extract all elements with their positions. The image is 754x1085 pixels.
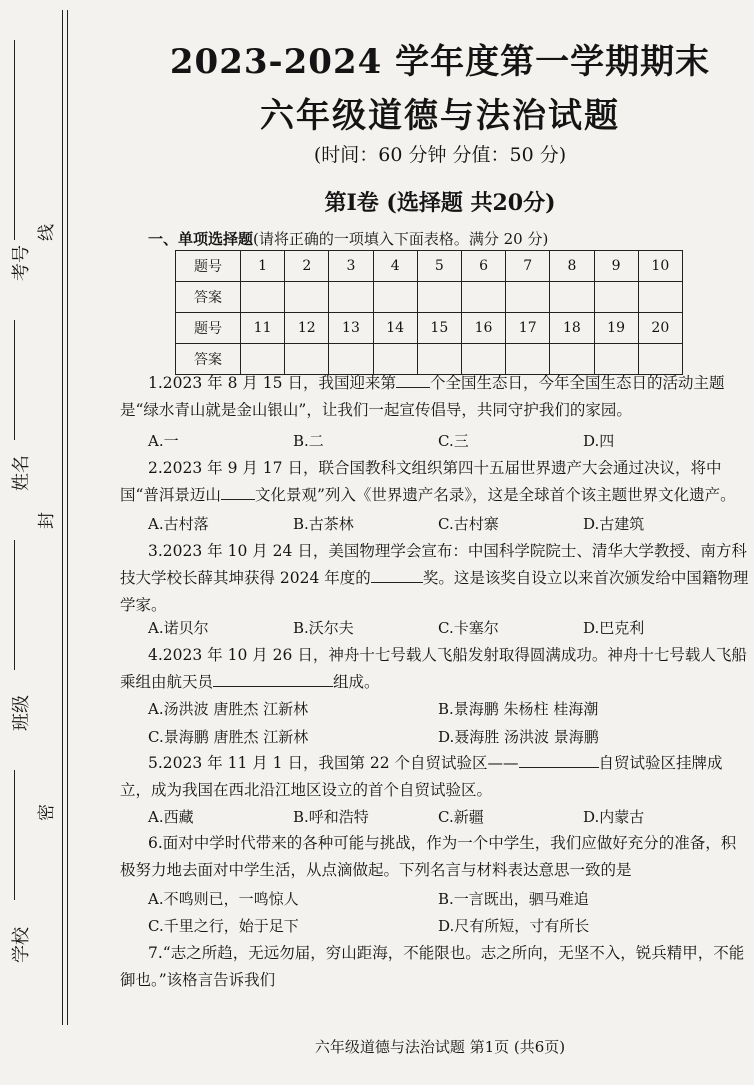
option-a[interactable]: A.一 bbox=[148, 432, 179, 450]
close-mark: 密 bbox=[37, 804, 57, 821]
line-mark: 线 bbox=[37, 224, 57, 241]
answer-cell[interactable] bbox=[329, 282, 373, 313]
answer-cell[interactable] bbox=[417, 282, 461, 313]
option-a[interactable]: A.汤洪波 唐胜杰 江新林 bbox=[148, 700, 309, 718]
answer-cell[interactable] bbox=[461, 282, 505, 313]
answer-cell[interactable] bbox=[506, 282, 550, 313]
answer-cell[interactable] bbox=[373, 282, 417, 313]
question-number-cell: 4 bbox=[373, 251, 417, 282]
answer-cell[interactable] bbox=[550, 282, 594, 313]
option-c[interactable]: C.古村寨 bbox=[438, 515, 499, 533]
binding-margin bbox=[0, 0, 70, 1085]
question-number-cell: 18 bbox=[550, 313, 594, 344]
exam-no-field-line bbox=[14, 40, 15, 240]
option-d[interactable]: D.四 bbox=[583, 432, 615, 450]
option-a[interactable]: A.诺贝尔 bbox=[148, 619, 209, 637]
question-text: 奖。这是该奖自设立以来首次颁发给中国籍物理学家。 bbox=[120, 569, 749, 614]
option-d[interactable]: D.聂海胜 汤洪波 景海鹏 bbox=[438, 728, 599, 746]
fill-blank bbox=[519, 753, 599, 768]
option-d[interactable]: D.内蒙古 bbox=[583, 808, 645, 826]
question-number-cell: 16 bbox=[461, 313, 505, 344]
question-4 bbox=[120, 642, 750, 696]
option-c[interactable]: C.新疆 bbox=[438, 808, 484, 826]
answer-cell[interactable] bbox=[285, 282, 329, 313]
question-number-cell: 14 bbox=[373, 313, 417, 344]
seal-mark: 封 bbox=[37, 512, 57, 529]
fill-blank bbox=[371, 568, 423, 583]
table-header-cell: 题号 bbox=[176, 313, 241, 344]
name-field-line bbox=[14, 320, 15, 440]
option-a[interactable]: A.古村落 bbox=[148, 515, 209, 533]
option-b[interactable]: B.二 bbox=[293, 432, 324, 450]
page-footer: 六年级道德与法治试题 第1页 (共6页) bbox=[314, 1038, 566, 1056]
question-number-cell: 6 bbox=[461, 251, 505, 282]
section-title: 第Ⅰ卷 (选择题 共20分) bbox=[324, 190, 556, 216]
question-number-cell: 15 bbox=[417, 313, 461, 344]
option-b[interactable]: B.沃尔夫 bbox=[293, 619, 354, 637]
question-text: 4.2023 年 10 月 26 日，神舟十七号载人飞船发射取得圆满成功。神舟十七号载人飞船乘组由航天员 bbox=[120, 646, 747, 691]
question-text: 自贸试验区挂牌成立，成为我国在西北沿江地区设立的首个自贸试验区。 bbox=[120, 754, 723, 799]
part1-title: 一、单项选择题 bbox=[148, 230, 254, 248]
option-c[interactable]: C.千里之行，始于足下 bbox=[148, 917, 299, 935]
option-c[interactable]: C.卡塞尔 bbox=[438, 619, 499, 637]
question-text: 文化景观”列入《世界遗产名录》，这是全球首个该主题世界文化遗产。 bbox=[254, 486, 736, 504]
binding-line-inner bbox=[67, 10, 68, 1025]
question-text: 个全国生态日，今年全国生态日的活动主题是“绿水青山就是金山银山”，让我们一起宣传倡导，共同守护我们的家园。 bbox=[120, 374, 725, 419]
fill-blank bbox=[221, 485, 255, 500]
question-number-cell: 12 bbox=[285, 313, 329, 344]
question-text: 2.2023 年 9 月 17 日，联合国教科文组织第四十五届世界遗产大会通过决议，将中国“普洱景迈山 bbox=[120, 459, 722, 504]
table-header-cell: 题号 bbox=[176, 251, 241, 282]
question-number-cell: 11 bbox=[241, 313, 285, 344]
question-number-cell: 17 bbox=[506, 313, 550, 344]
answer-table bbox=[175, 250, 683, 375]
question-number-cell: 10 bbox=[638, 251, 682, 282]
question-text: 组成。 bbox=[333, 673, 380, 691]
option-b[interactable]: B.景海鹏 朱杨柱 桂海潮 bbox=[438, 700, 599, 718]
table-row bbox=[176, 251, 683, 282]
question-number-cell: 5 bbox=[417, 251, 461, 282]
option-c[interactable]: C.三 bbox=[438, 432, 469, 450]
question-5 bbox=[120, 750, 750, 804]
option-b[interactable]: B.古茶林 bbox=[293, 515, 354, 533]
class-field-line bbox=[14, 540, 15, 670]
option-a[interactable]: A.西藏 bbox=[148, 808, 194, 826]
question-number-cell: 8 bbox=[550, 251, 594, 282]
option-b[interactable]: B.呼和浩特 bbox=[293, 808, 369, 826]
table-row bbox=[176, 282, 683, 313]
question-text: 3.2023 年 10 月 24 日，美国物理学会宣布：中国科学院院士、清华大学教授、南方科技大学校长薛其坤获得 2024 年度的 bbox=[120, 542, 747, 587]
option-b[interactable]: B.一言既出，驷马难追 bbox=[438, 890, 589, 908]
answer-cell[interactable] bbox=[638, 282, 682, 313]
part1-note: (请将正确的一项填入下面表格。满分 20 分) bbox=[253, 230, 549, 248]
question-number-cell: 19 bbox=[594, 313, 638, 344]
option-d[interactable]: D.古建筑 bbox=[583, 515, 645, 533]
table-header-cell: 答案 bbox=[176, 344, 241, 375]
table-header-cell: 答案 bbox=[176, 282, 241, 313]
class-label: 班级 bbox=[11, 695, 32, 731]
question-text: 7.“志之所趋，无远勿届，穷山距海，不能限也。志之所向，无坚不入，锐兵精甲，不能御也。”该格言告诉我们 bbox=[120, 944, 745, 989]
option-a[interactable]: A.不鸣则已，一鸣惊人 bbox=[148, 890, 299, 908]
question-3 bbox=[120, 538, 750, 619]
question-number-cell: 1 bbox=[241, 251, 285, 282]
question-number-cell: 7 bbox=[506, 251, 550, 282]
question-2 bbox=[120, 455, 750, 509]
binding-line-outer bbox=[62, 10, 63, 1025]
exam-info: (时间：60 分钟 分值：50 分) bbox=[313, 144, 567, 166]
question-7 bbox=[120, 940, 750, 994]
question-number-cell: 2 bbox=[285, 251, 329, 282]
question-text: 1.2023 年 8 月 15 日，我国迎来第 bbox=[148, 374, 396, 392]
school-field-line bbox=[14, 770, 15, 900]
fill-blank bbox=[396, 373, 430, 388]
exam-no-label: 考号 bbox=[11, 245, 32, 281]
question-text: 6.面对中学时代带来的各种可能与挑战，作为一个中学生，我们应做好充分的准备，积极努力地去面对中学生活，从点滴做起。下列名言与材料表达意思一致的是 bbox=[120, 834, 737, 879]
option-c[interactable]: C.景海鹏 唐胜杰 江新林 bbox=[148, 728, 309, 746]
name-label: 姓名 bbox=[11, 455, 32, 491]
answer-cell[interactable] bbox=[241, 282, 285, 313]
school-label: 学校 bbox=[11, 927, 32, 963]
answer-cell[interactable] bbox=[594, 282, 638, 313]
question-number-cell: 13 bbox=[329, 313, 373, 344]
question-number-cell: 3 bbox=[329, 251, 373, 282]
question-1 bbox=[120, 370, 750, 424]
part1-heading bbox=[148, 228, 548, 249]
fill-blank bbox=[213, 672, 333, 687]
exam-title: 2023-2024 学年度第一学期期末 bbox=[169, 42, 711, 82]
question-number-cell: 9 bbox=[594, 251, 638, 282]
question-number-cell: 20 bbox=[638, 313, 682, 344]
question-text: 5.2023 年 11 月 1 日，我国第 22 个自贸试验区—— bbox=[148, 754, 519, 772]
option-d[interactable]: D.尺有所短，寸有所长 bbox=[438, 917, 590, 935]
table-row bbox=[176, 313, 683, 344]
exam-subtitle: 六年级道德与法治试题 bbox=[260, 96, 620, 136]
question-6 bbox=[120, 830, 750, 884]
option-d[interactable]: D.巴克利 bbox=[583, 619, 645, 637]
